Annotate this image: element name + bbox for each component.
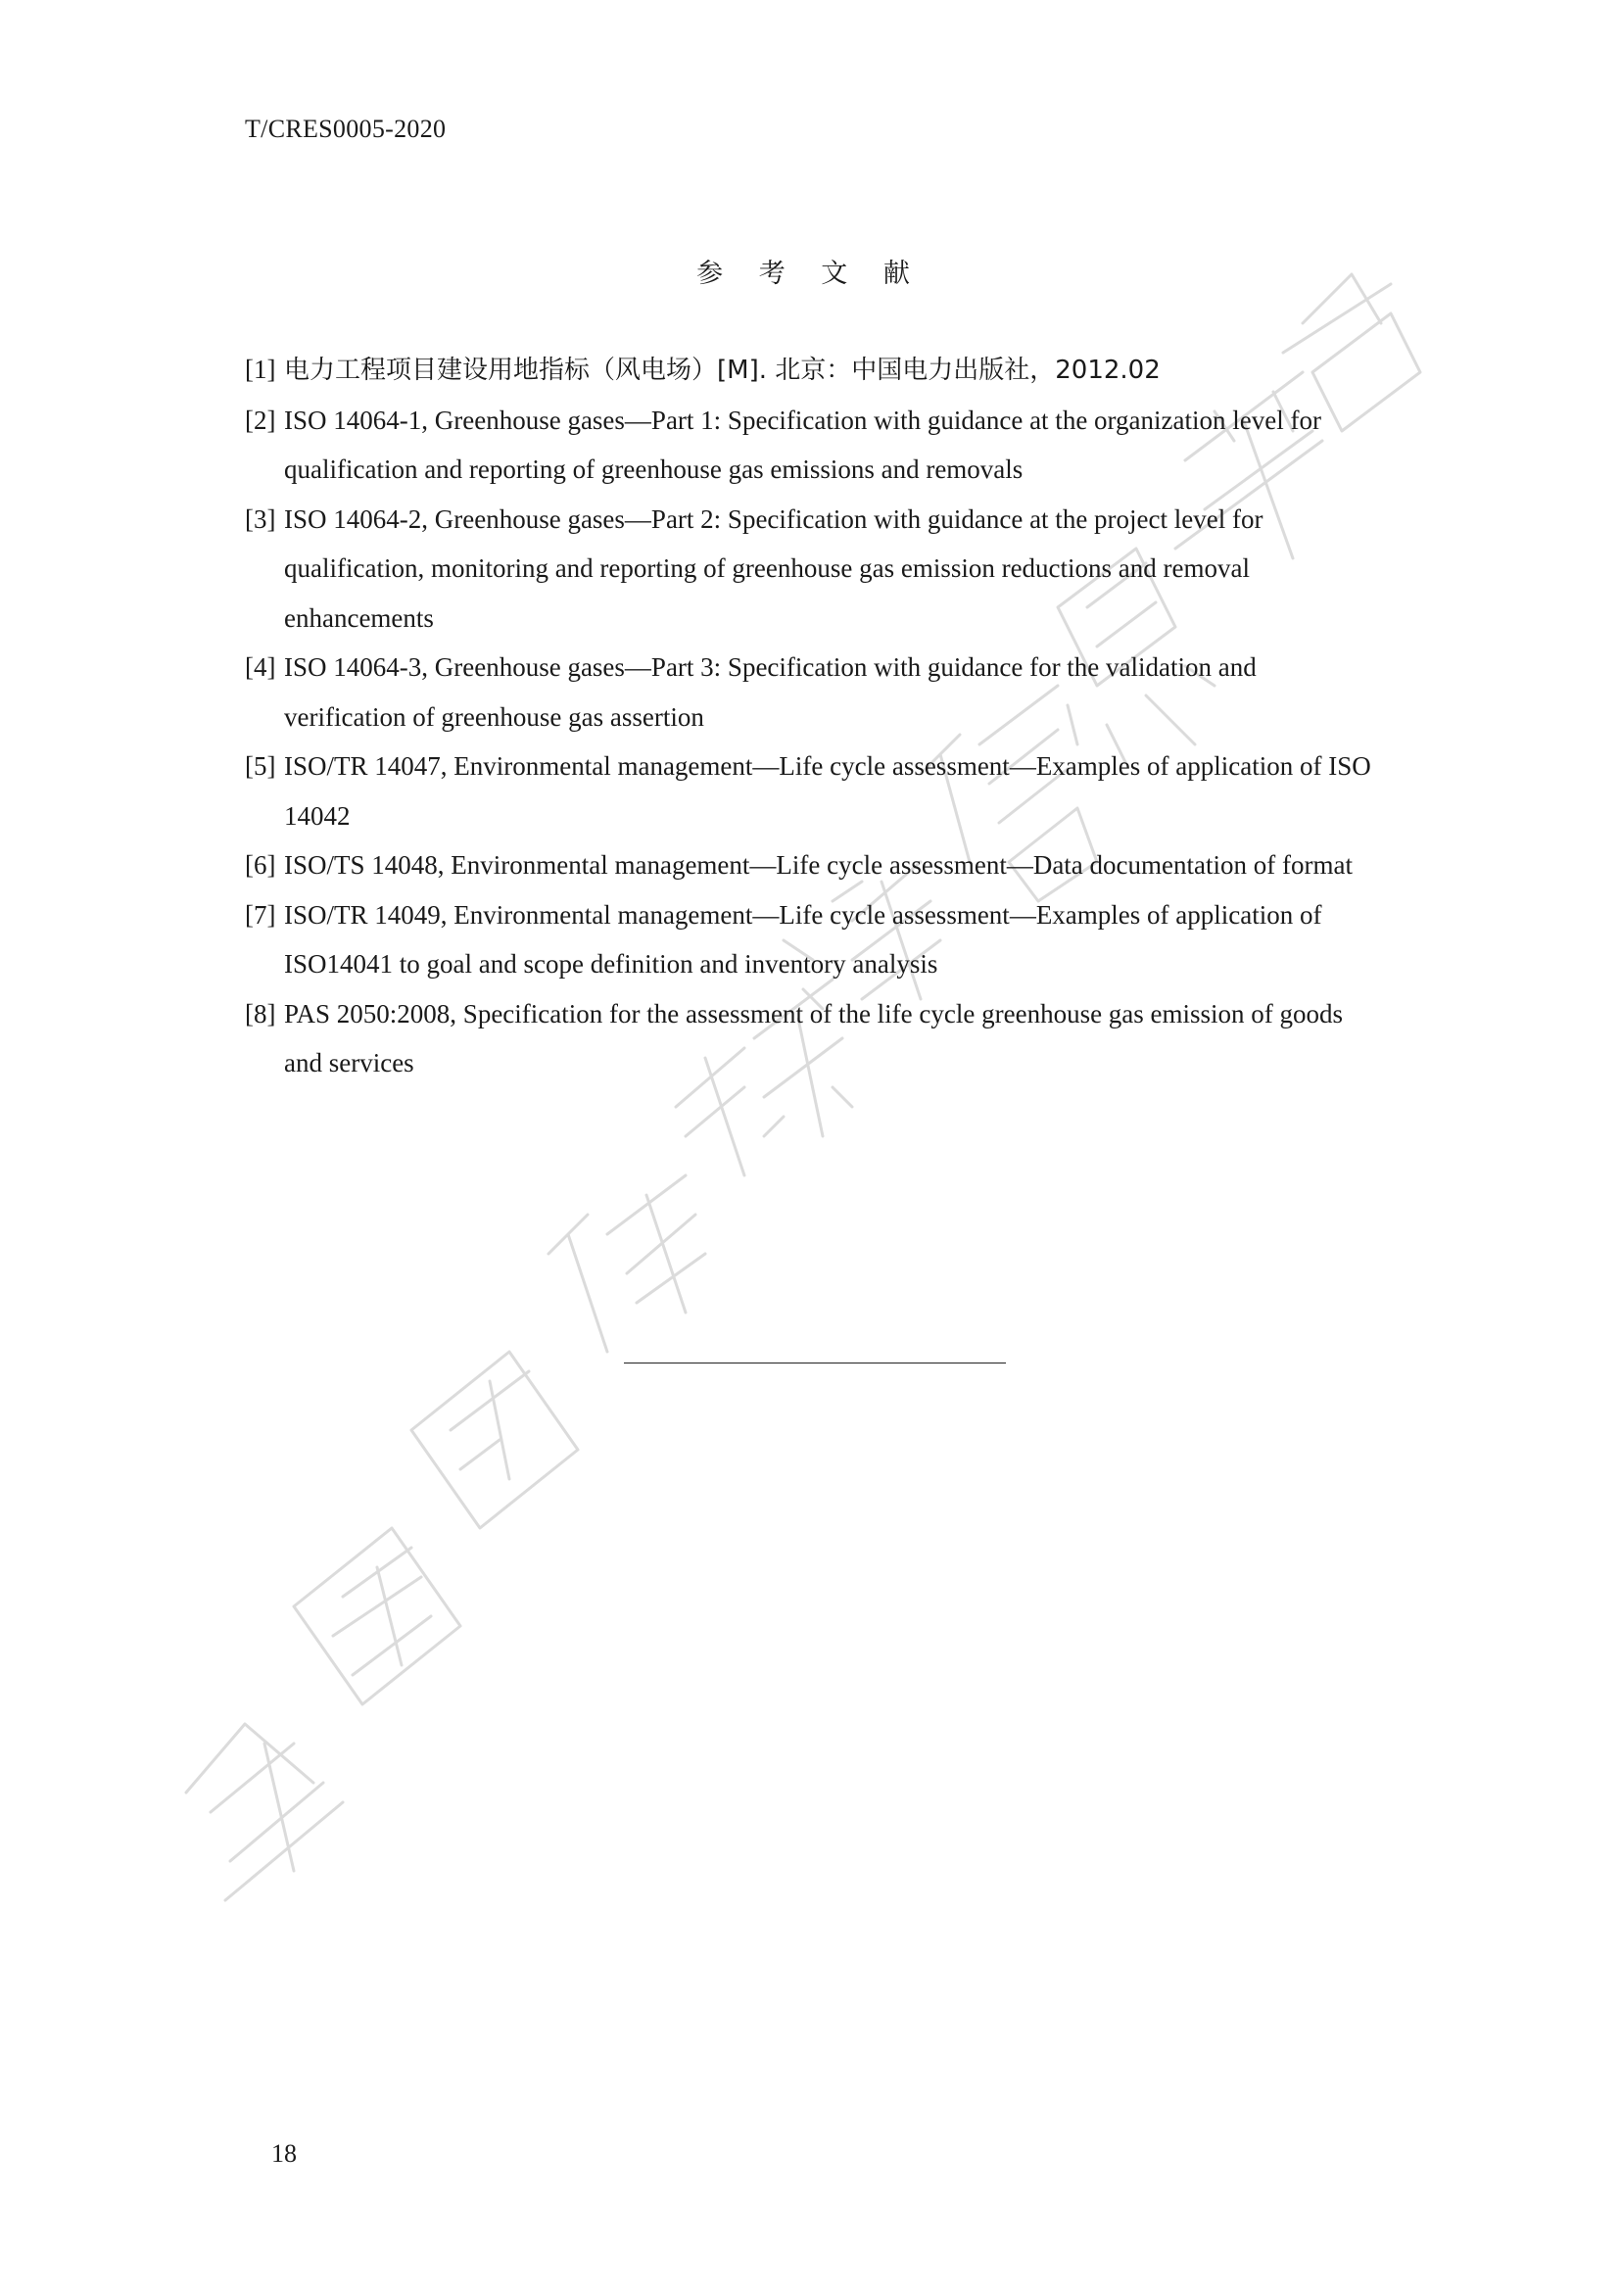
reference-text: ISO 14064-2, Greenhouse gases—Part 2: Specification with guidance at the project level for qualification, monitoring and reporting of greenhouse gas emission reductions and removal enhancements <box>284 503 1263 633</box>
reference-number: [2] <box>245 405 276 435</box>
reference-text: ISO/TS 14048, Environmental management—Life cycle assessment—Data documentation of format <box>284 850 1353 880</box>
reference-item <box>245 345 1381 396</box>
page-title: 参 考 文 献 <box>696 259 924 289</box>
reference-number: [3] <box>245 503 276 534</box>
page-number: 18 <box>271 2139 297 2168</box>
reference-text: PAS 2050:2008, Specification for the assessment of the life cycle greenhouse gas emission of goods and services <box>284 998 1344 1077</box>
reference-text: 电力工程项目建设用地指标（风电场）[M]. 北京：中国电力出版社，2012.02 <box>284 356 1161 385</box>
reference-item <box>245 741 1381 840</box>
reference-item <box>245 643 1381 741</box>
reference-text: ISO 14064-1, Greenhouse gases—Part 1: Specification with guidance at the organization level for qualification and reporting of greenhouse gas emissions and removals <box>284 405 1321 484</box>
reference-item <box>245 840 1381 890</box>
standard-code: T/CRES0005-2020 <box>245 115 447 143</box>
reference-item <box>245 495 1381 644</box>
reference-text: ISO/TR 14047, Environmental management—Life cycle assessment—Examples of application of ISO 14042 <box>284 751 1371 831</box>
reference-text: ISO 14064-3, Greenhouse gases—Part 3: Specification with guidance for the validation and verification of greenhouse gas assertion <box>284 652 1257 732</box>
reference-number: [8] <box>245 998 276 1028</box>
reference-number: [1] <box>245 355 276 384</box>
reference-item <box>245 890 1381 989</box>
reference-number: [7] <box>245 899 276 930</box>
reference-number: [5] <box>245 751 276 781</box>
reference-number: [6] <box>245 850 276 880</box>
reference-number: [4] <box>245 652 276 682</box>
reference-item <box>245 396 1381 495</box>
reference-text: ISO/TR 14049, Environmental management—Life cycle assessment—Examples of application of ISO14041 to goal and scope definition and inventory analysis <box>284 899 1322 979</box>
reference-item <box>245 989 1381 1088</box>
reference-list <box>245 345 1381 1088</box>
